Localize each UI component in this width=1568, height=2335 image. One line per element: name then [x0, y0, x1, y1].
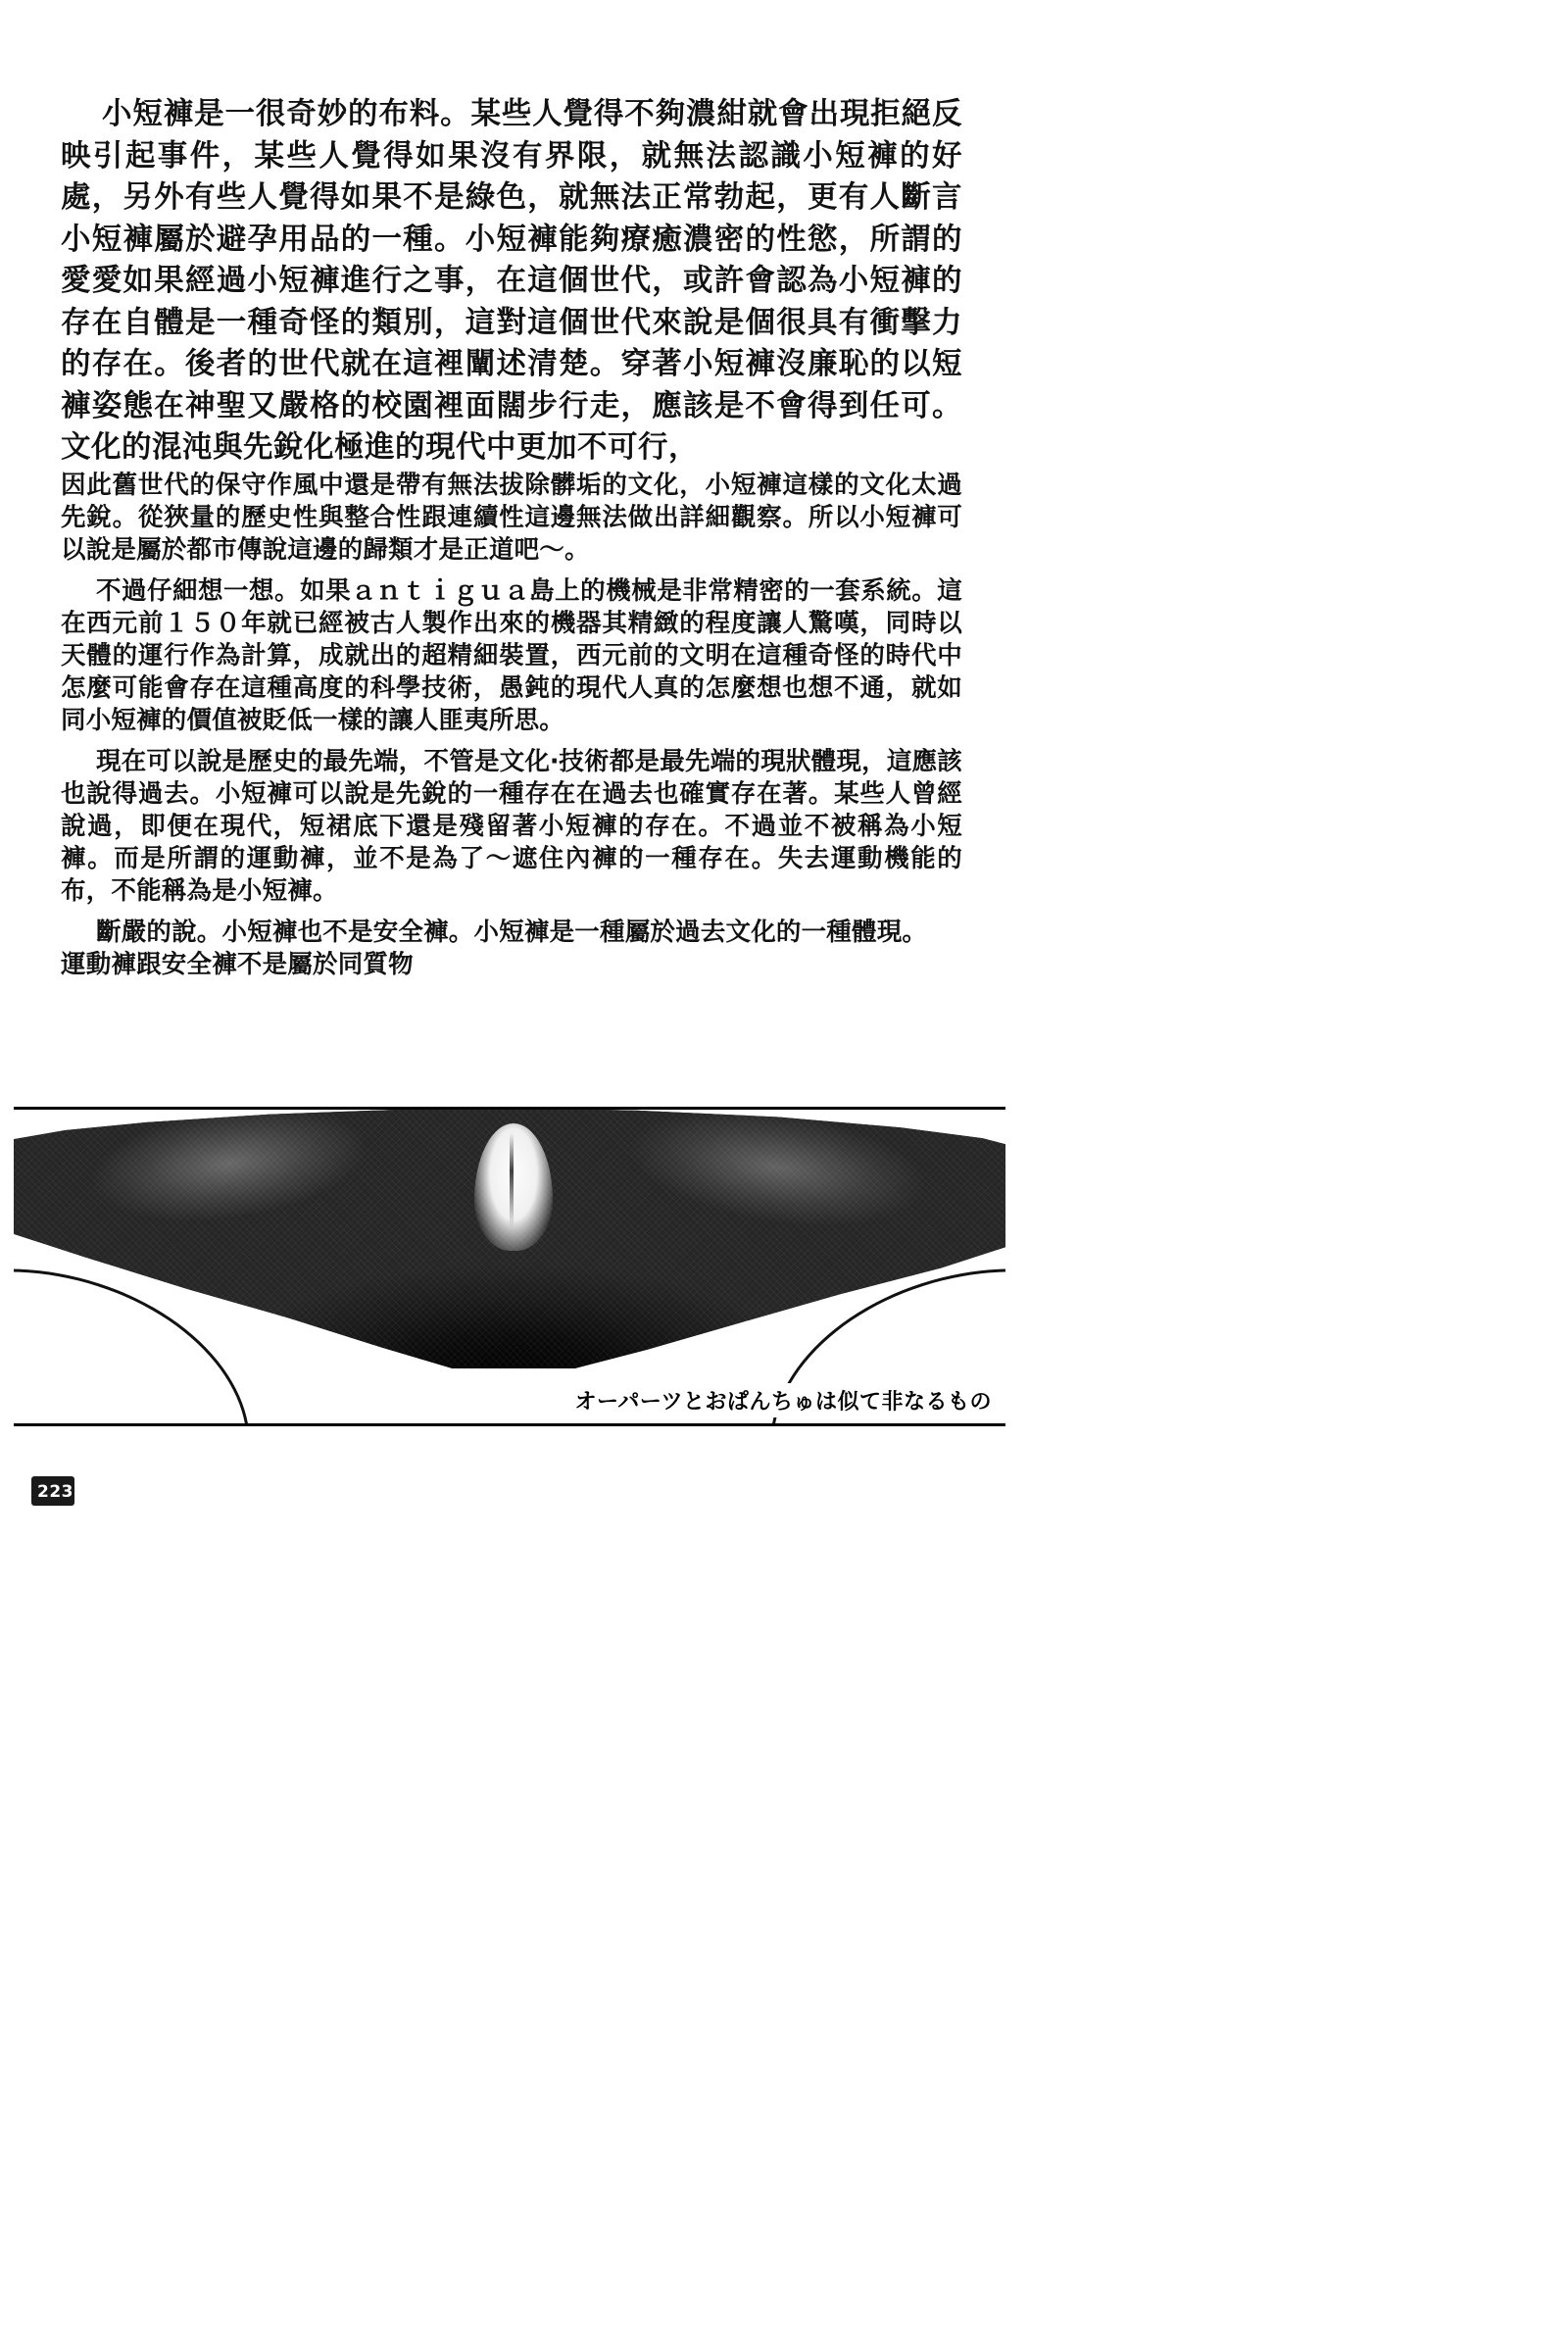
paragraph-4: 斷嚴的說。小短褲也不是安全褲。小短褲是一種屬於過去文化的一種體現。 — [96, 917, 928, 947]
page-number: 223 — [37, 1482, 74, 1502]
article-text — [61, 94, 962, 981]
fabric-crease-line — [510, 1133, 514, 1227]
paragraph-1b: 因此舊世代的保守作風中還是帶有無法拔除髒垢的文化，小短褲這樣的文化太過先銳。從狹量的歷史性與整合性跟連續性這邊無法做出詳細觀察。所以小短褲可以說是屬於都市傳說這邊的歸類才是正道吧～。 — [61, 470, 962, 565]
paragraph-3: 現在可以說是歷史的最先端，不管是文化‧技術都是最先端的現狀體現，這應該也說得過去。小短褲可以說是先銳的一種存在在過去也確實存在著。某些人曾經說過，即便在現代，短裙底下還是殘留著小短褲的存在。不過並不被稱為小短褲。而是所謂的運動褲，並不是為了～遮住內褲的一種存在。失去運動機能的布，不能稱為是小短褲。 — [61, 746, 962, 906]
illustration-artwork — [14, 1110, 1005, 1423]
illustration-caption: オーパーツとおぱんちゅは似て非なるもの — [570, 1383, 996, 1417]
paragraph-2: 不過仔細想一想。如果ａｎｔｉｇｕａ島上的機械是非常精密的一套系統。這在西元前１５０年就已經被古人製作出來的機器其精緻的程度讓人驚嘆，同時以天體的運行作為計算，成就出的超精細裝置，西元前的文明在這種奇怪的時代中怎麼可能會存在這種高度的科學技術，愚鈍的現代人真的怎麼想也想不通，就如同小短褲的價值被貶低一樣的讓人匪夷所思。 — [61, 575, 962, 735]
illustration-panel — [14, 1107, 1005, 1426]
paragraph-5: 運動褲跟安全褲不是屬於同質物 — [61, 949, 414, 979]
paragraph-1: 小短褲是一很奇妙的布料。某些人覺得不夠濃紺就會出現拒絕反映引起事件，某些人覺得如果沒有界限，就無法認識小短褲的好處，另外有些人覺得如果不是綠色，就無法正常勃起，更有人斷言小短褲屬於避孕用品的一種。小短褲能夠療癒濃密的性慾，所謂的愛愛如果經過小短褲進行之事，在這個世代，或許會認為小短褲的存在自體是一種奇怪的類別，這對這個世代來說是個很具有衝擊力的存在。後者的世代就在這裡闡述清楚。穿著小短褲沒廉恥的以短褲姿態在神聖又嚴格的校園裡面闊步行走，應該是不會得到任可。文化的混沌與先銳化極進的現代中更加不可行， — [61, 97, 962, 465]
document-page — [0, 0, 1019, 1517]
